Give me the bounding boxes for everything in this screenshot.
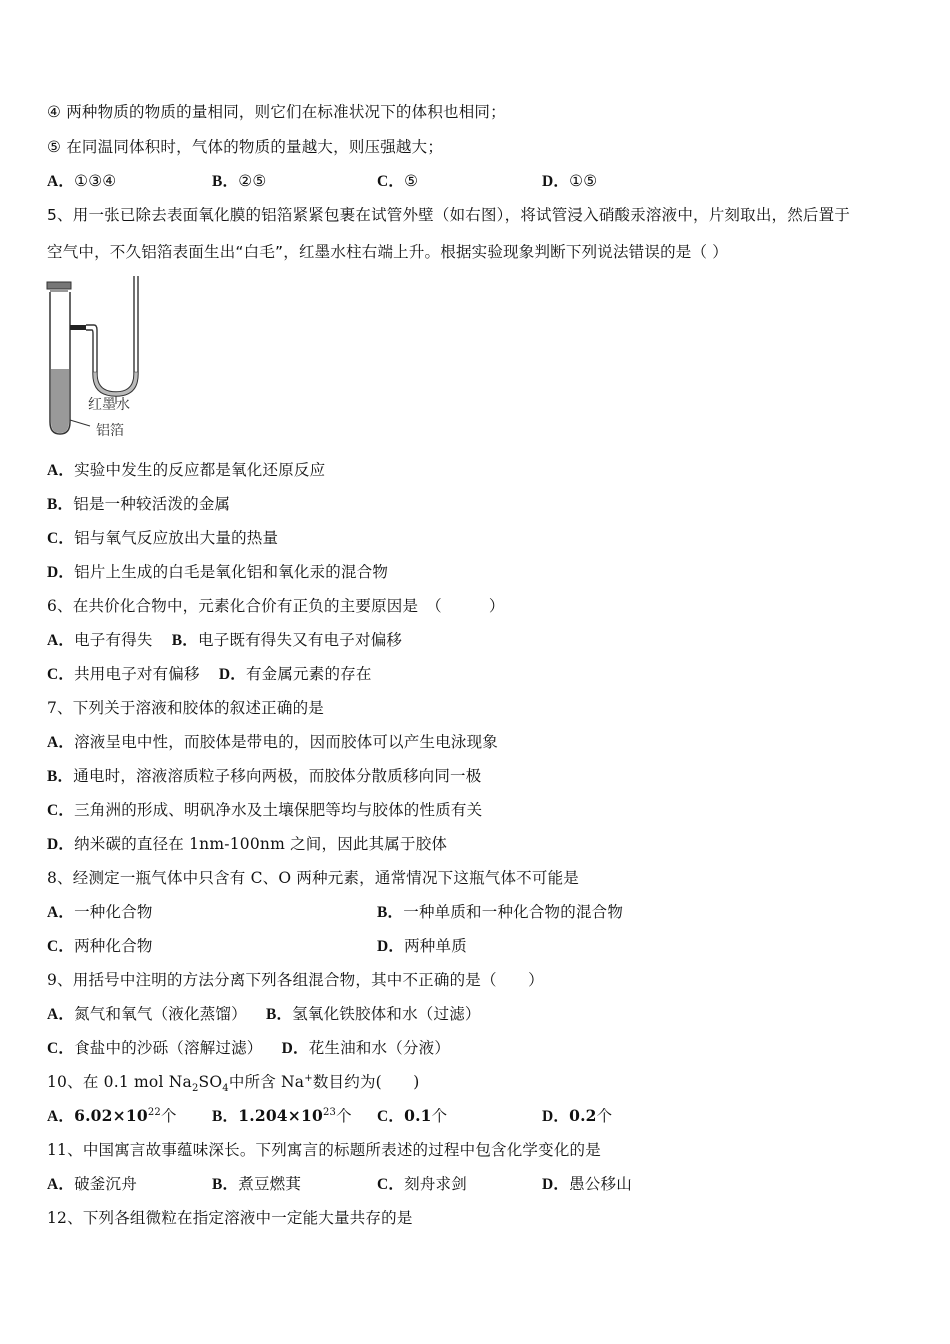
q10-option-c[interactable]: C．0.1个 <box>377 1106 448 1125</box>
q10-option-d[interactable]: D．0.2个 <box>542 1106 613 1125</box>
q9-option-d[interactable]: D．花生油和水（分液） <box>281 1039 451 1057</box>
q8-option-d[interactable]: D．两种单质 <box>377 937 467 955</box>
q9-stem: 9、用括号中注明的方法分离下列各组混合物，其中不正确的是（ ） <box>47 971 544 989</box>
test-tube-figure <box>44 274 154 439</box>
q5-option-c[interactable]: C．铝与氧气反应放出大量的热量 <box>47 529 279 547</box>
q7-option-c[interactable]: C．三角洲的形成、明矾净水及土壤保肥等均与胶体的性质有关 <box>47 801 483 819</box>
q9-option-b[interactable]: B．氢氧化铁胶体和水（过滤） <box>265 1005 481 1023</box>
q11-option-a[interactable]: A．破釜沉舟 <box>47 1175 137 1193</box>
q6-option-d[interactable]: D．有金属元素的存在 <box>218 665 372 683</box>
q6-options-row2 <box>47 664 372 685</box>
label-aluminum-foil: 铝箔 <box>96 423 124 439</box>
q10-stem: 10、在 0.1 mol $Na_2SO_4$中所含 Na+数目约为( ) <box>47 1072 420 1095</box>
q6-options-row1 <box>47 630 402 651</box>
q4-option-b[interactable]: B．②⑤ <box>212 172 267 190</box>
q11-option-c[interactable]: C．刻舟求剑 <box>377 1175 467 1193</box>
q8-stem: 8、经测定一瓶气体中只含有 C、O 两种元素，通常情况下这瓶气体不可能是 <box>47 869 579 887</box>
q11-stem: 11、中国寓言故事蕴味深长。下列寓言的标题所表述的过程中包含化学变化的是 <box>47 1141 601 1159</box>
q5-stem-line2: 空气中，不久铝箔表面生出“白毛”，红墨水柱右端上升。根据实验现象判断下列说法错误的是（ ） <box>47 243 728 261</box>
q6-stem: 6、在共价化合物中，元素化合价有正负的主要原因是 （ ） <box>47 597 505 615</box>
q5-option-b[interactable]: B．铝是一种较活泼的金属 <box>47 495 231 513</box>
q4-option-c[interactable]: C．⑤ <box>377 172 419 190</box>
label-red-ink: 红墨水 <box>88 397 130 413</box>
q8-option-a[interactable]: A．一种化合物 <box>47 903 153 921</box>
statement-4: ④ 两种物质的物质的量相同，则它们在标准状况下的体积也相同； <box>47 103 506 121</box>
q11-option-b[interactable]: B．煮豆燃萁 <box>212 1175 302 1193</box>
q8-option-c[interactable]: C．两种化合物 <box>47 937 153 955</box>
q6-option-b[interactable]: B．电子既有得失又有电子对偏移 <box>171 631 403 649</box>
q11-option-d[interactable]: D．愚公移山 <box>542 1175 632 1193</box>
q10-option-a[interactable]: A．$6.02\times 10^{22}$个 <box>47 1106 177 1125</box>
q5-stem-line1: 5、用一张已除去表面氧化膜的铝箔紧紧包裹在试管外壁（如右图），将试管浸入硝酸汞溶液中，片刻取出，然后置于 <box>47 206 851 224</box>
q7-option-a[interactable]: A．溶液呈电中性，而胶体是带电的，因而胶体可以产生电泳现象 <box>47 733 498 751</box>
q9-options-row1 <box>47 1004 481 1025</box>
test-tube-diagram-icon <box>44 274 154 439</box>
q6-option-a[interactable]: A．电子有得失 <box>47 631 153 649</box>
q7-option-d[interactable]: D．纳米碳的直径在 1nm-100nm 之间，因此其属于胶体 <box>47 835 448 853</box>
q7-option-b[interactable]: B．通电时，溶液溶质粒子移向两极，而胶体分散质移向同一极 <box>47 767 482 785</box>
statement-5: ⑤ 在同温同体积时，气体的物质的量越大，则压强越大； <box>47 138 444 156</box>
q10-option-b[interactable]: B．$1.204\times 10^{23}$个 <box>212 1106 352 1125</box>
q9-option-c[interactable]: C．食盐中的沙砾（溶解过滤） <box>47 1039 263 1057</box>
q4-option-a[interactable]: A．①③④ <box>47 172 117 190</box>
q8-option-b[interactable]: B．一种单质和一种化合物的混合物 <box>377 903 624 921</box>
q5-option-a[interactable]: A．实验中发生的反应都是氧化还原反应 <box>47 461 326 479</box>
q7-stem: 7、下列关于溶液和胶体的叙述正确的是 <box>47 699 324 717</box>
q6-option-c[interactable]: C．共用电子对有偏移 <box>47 665 200 683</box>
q9-option-a[interactable]: A．氮气和氧气（液化蒸馏） <box>47 1005 247 1023</box>
q4-option-d[interactable]: D．①⑤ <box>542 172 598 190</box>
q5-option-d[interactable]: D．铝片上生成的白毛是氧化铝和氧化汞的混合物 <box>47 563 389 581</box>
q9-options-row2 <box>47 1038 450 1059</box>
q12-stem: 12、下列各组微粒在指定溶液中一定能大量共存的是 <box>47 1209 413 1227</box>
